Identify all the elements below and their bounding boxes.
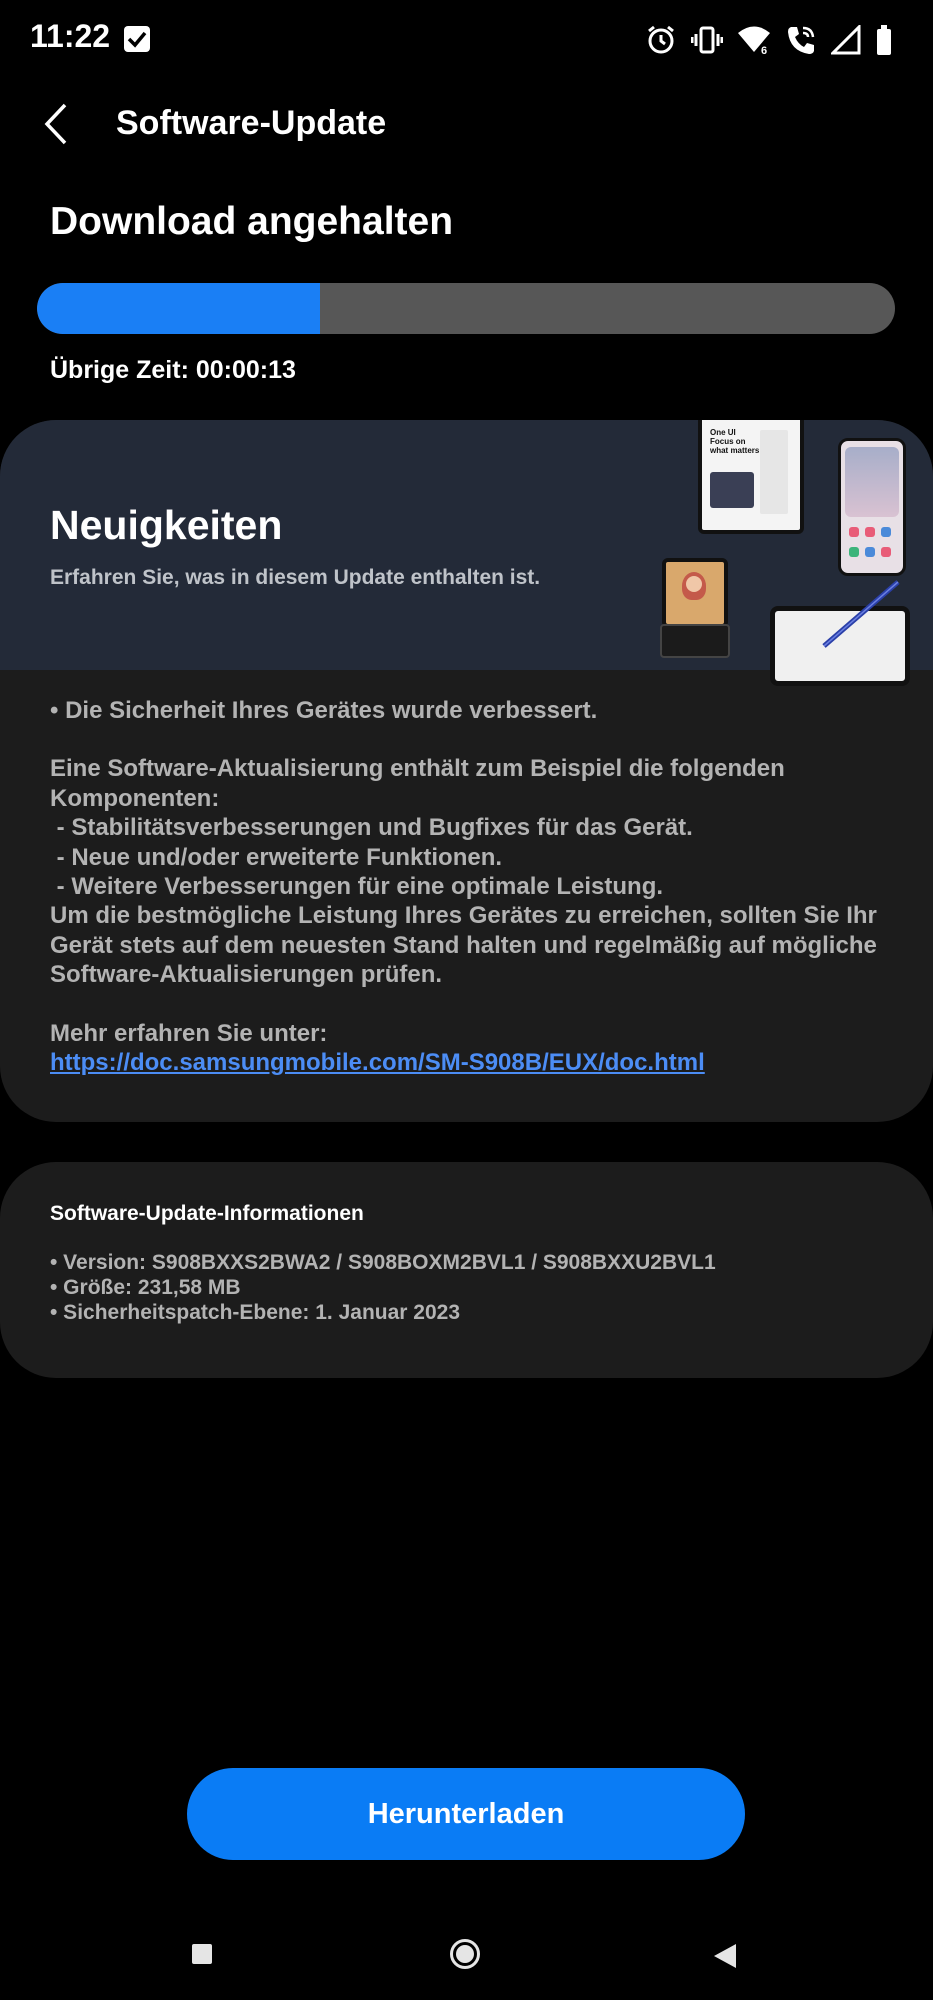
- svg-text:6: 6: [761, 45, 768, 56]
- promo-phone-image: [838, 438, 906, 576]
- more-info-link[interactable]: https://doc.samsungmobile.com/SM-S908B/EUX/doc.html: [50, 1049, 705, 1077]
- promo-stylus-image: [820, 580, 900, 650]
- status-time: 11:22: [30, 18, 111, 54]
- chevron-left-icon: [43, 103, 69, 145]
- app-header: [0, 90, 933, 160]
- navigation-bar: [0, 1920, 933, 2000]
- release-notes: [50, 696, 900, 1077]
- promo-tablet-image: [698, 420, 804, 534]
- download-progress-fill: [37, 283, 320, 334]
- whats-new-title: Neuigkeiten: [50, 502, 283, 548]
- status-icons: [645, 22, 893, 58]
- whats-new-banner: [0, 420, 933, 670]
- release-note-intro-2: Komponenten:: [50, 784, 220, 812]
- release-note-item-3: - Weitere Verbesserungen für eine optimale Leistung.: [50, 873, 664, 901]
- promo-text-2: Focus on: [710, 437, 746, 446]
- update-info-patch: • Sicherheitspatch-Ebene: 1. Januar 2023: [50, 1301, 461, 1324]
- download-status: Download angehalten: [50, 200, 454, 243]
- update-info-size: • Größe: 231,58 MB: [50, 1276, 241, 1299]
- alarm-icon: [645, 24, 677, 56]
- download-button[interactable]: Herunterladen: [187, 1768, 745, 1860]
- release-note-advice-3: Software-Aktualisierungen prüfen.: [50, 961, 443, 989]
- release-note-item-2: - Neue und/oder erweiterte Funktionen.: [50, 843, 503, 871]
- promo-flip-phone-base: [660, 624, 730, 658]
- release-note-advice-2: Gerät stets auf dem neuesten Stand halten und regelmäßig auf mögliche: [50, 931, 877, 959]
- download-progress-bar: [37, 283, 895, 334]
- whats-new-card: [0, 420, 933, 1122]
- update-info-list: [50, 1250, 716, 1325]
- vibrate-icon: [691, 24, 723, 56]
- back-button[interactable]: [28, 96, 84, 152]
- update-info-version: • Version: S908BXXS2BWA2 / S908BOXM2BVL1 / S908BXXU2BVL1: [50, 1251, 716, 1274]
- update-info-title: Software-Update-Informationen: [50, 1202, 364, 1225]
- recent-apps-button[interactable]: [192, 1944, 212, 1964]
- promo-text-1: One UI: [710, 428, 736, 437]
- checkbox-notification-icon: [124, 26, 150, 52]
- promo-text-3: what matters: [710, 446, 760, 455]
- promo-flip-phone-image: [662, 558, 728, 628]
- release-note-intro-1: Eine Software-Aktualisierung enthält zum Beispiel die folgenden: [50, 755, 785, 783]
- release-note-advice-1: Um die bestmögliche Leistung Ihres Gerätes zu erreichen, sollten Sie Ihr: [50, 902, 877, 930]
- remaining-time: Übrige Zeit: 00:00:13: [50, 356, 296, 384]
- page-title: Software-Update: [116, 104, 387, 142]
- wifi-calling-icon: [785, 24, 817, 56]
- home-button[interactable]: [450, 1939, 480, 1969]
- signal-icon: [831, 25, 861, 55]
- whats-new-subtitle: Erfahren Sie, was in diesem Update enthalten ist.: [50, 566, 541, 589]
- battery-icon: [875, 24, 893, 56]
- release-note-item-1: - Stabilitätsverbesserungen und Bugfixes für das Gerät.: [50, 814, 693, 842]
- wifi-icon: [737, 24, 771, 56]
- more-info-label: Mehr erfahren Sie unter:: [50, 1019, 328, 1047]
- status-bar: [0, 0, 933, 80]
- release-note-security: • Die Sicherheit Ihres Gerätes wurde verbessert.: [50, 697, 598, 724]
- nav-back-button[interactable]: [712, 1942, 738, 1970]
- update-info-card: [0, 1162, 933, 1378]
